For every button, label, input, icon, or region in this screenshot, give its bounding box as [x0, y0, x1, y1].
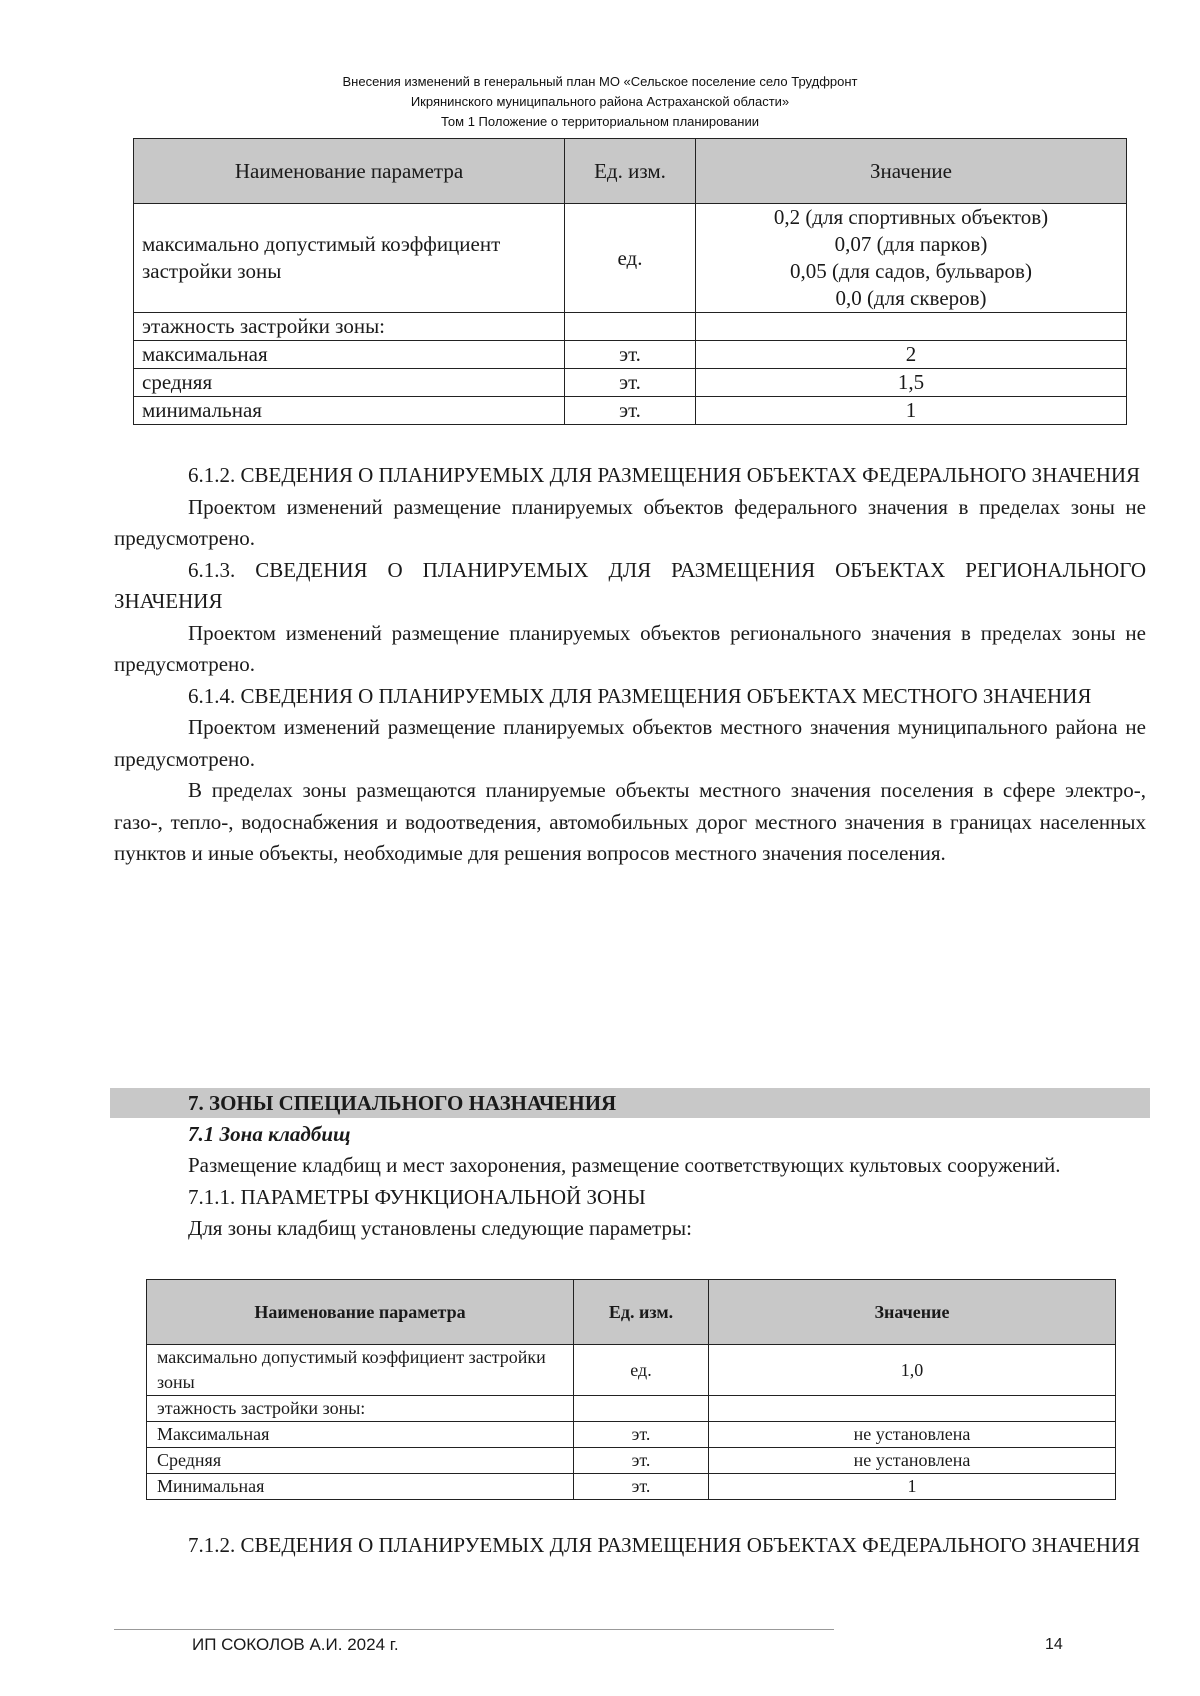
- cell-value: [696, 204, 1127, 313]
- cell-value: не установлена: [709, 1422, 1116, 1448]
- header-cell-unit: Ед. изм.: [574, 1280, 709, 1345]
- cell-name: Минимальная: [147, 1474, 574, 1500]
- value-line: 0,05 (для садов, бульваров): [790, 259, 1032, 283]
- header-line-2: Икрянинского муниципального района Астраханской области»: [410, 94, 790, 109]
- cell-value: 1: [709, 1474, 1116, 1500]
- cell-value: [709, 1396, 1116, 1422]
- cell-name: максимальная: [134, 341, 565, 369]
- cell-unit: эт.: [574, 1422, 709, 1448]
- value-line: 0,2 (для спортивных объектов): [773, 205, 1049, 229]
- header-cell-unit: Ед. изм.: [565, 139, 696, 204]
- paragraph: Для зоны кладбищ установлены следующие параметры:: [188, 1216, 692, 1240]
- header-line-1: Внесения изменений в генеральный план МО «Сельское поселение село Трудфронт: [342, 74, 858, 89]
- table-row: [134, 369, 1127, 397]
- cell-value: 1,5: [696, 369, 1127, 397]
- section-7-1-subtitle: 7.1 Зона кладбищ: [188, 1122, 351, 1146]
- body-text-section-7-1-2: [114, 1530, 1146, 1562]
- cell-name: минимальная: [134, 397, 565, 425]
- cell-unit: эт.: [565, 369, 696, 397]
- paragraph: 7.1.2. СВЕДЕНИЯ О ПЛАНИРУЕМЫХ ДЛЯ РАЗМЕЩЕНИЯ ОБЪЕКТАХ ФЕДЕРАЛЬНОГО ЗНАЧЕНИЯ: [188, 1533, 1141, 1557]
- cell-unit: [574, 1396, 709, 1422]
- header-cell-value: Значение: [709, 1280, 1116, 1345]
- paragraph: Размещение кладбищ и мест захоронения, размещение соответствующих культовых сооружений.: [188, 1153, 1061, 1177]
- header-cell-name: Наименование параметра: [147, 1280, 574, 1345]
- cell-value: 1,0: [709, 1345, 1116, 1396]
- cell-unit: [565, 313, 696, 341]
- cell-unit: эт.: [574, 1448, 709, 1474]
- table-row: [147, 1422, 1116, 1448]
- cell-unit: ед.: [574, 1345, 709, 1396]
- parameters-table-1: [133, 138, 1127, 425]
- cell-name: Средняя: [147, 1448, 574, 1474]
- paragraph: 6.1.2. СВЕДЕНИЯ О ПЛАНИРУЕМЫХ ДЛЯ РАЗМЕЩЕНИЯ ОБЪЕКТАХ ФЕДЕРАЛЬНОГО ЗНАЧЕНИЯ: [188, 463, 1141, 487]
- header-cell-value: Значение: [696, 139, 1127, 204]
- cell-unit: эт.: [574, 1474, 709, 1500]
- table-row: [134, 204, 1127, 313]
- cell-name: максимально допустимый коэффициент застройки зоны: [134, 204, 565, 313]
- table-row: [134, 341, 1127, 369]
- cell-unit: эт.: [565, 397, 696, 425]
- page-number: 14: [1045, 1636, 1063, 1653]
- footer-author: ИП СОКОЛОВ А.И. 2024 г.: [192, 1635, 399, 1654]
- value-line: 0,0 (для скверов): [835, 286, 987, 310]
- header-line-3: Том 1 Положение о территориальном планировании: [441, 114, 759, 129]
- cell-name: этажность застройки зоны:: [147, 1396, 574, 1422]
- paragraph: 6.1.3. СВЕДЕНИЯ О ПЛАНИРУЕМЫХ ДЛЯ РАЗМЕЩЕНИЯ ОБЪЕКТАХ РЕГИОНАЛЬНОГО ЗНАЧЕНИЯ: [114, 557, 1146, 613]
- cell-value: [696, 313, 1127, 341]
- body-text-section-7: [114, 1150, 1146, 1245]
- table-row: [147, 1448, 1116, 1474]
- paragraph: 7.1.1. ПАРАМЕТРЫ ФУНКЦИОНАЛЬНОЙ ЗОНЫ: [188, 1184, 646, 1209]
- cell-name: Максимальная: [147, 1422, 574, 1448]
- cell-value: 1: [696, 397, 1127, 425]
- paragraph: В пределах зоны размещаются планируемые объекты местного значения поселения в сфере электро-, газо-, тепло-, водоснабжения и водоотведения, автомобильных дорог местного значения в границах населенных пунктов и иные объекты, необходимые для решения вопросов местного значения поселения.: [114, 778, 1146, 865]
- cell-name: этажность застройки зоны:: [134, 313, 565, 341]
- body-text-section-6: [114, 460, 1146, 870]
- cell-value: 2: [696, 341, 1127, 369]
- parameters-table-2: [146, 1279, 1116, 1500]
- cell-value: не установлена: [709, 1448, 1116, 1474]
- paragraph: 6.1.4. СВЕДЕНИЯ О ПЛАНИРУЕМЫХ ДЛЯ РАЗМЕЩЕНИЯ ОБЪЕКТАХ МЕСТНОГО ЗНАЧЕНИЯ: [188, 683, 1092, 708]
- table-header-row: [147, 1280, 1116, 1345]
- table-row: [134, 397, 1127, 425]
- table-row: [134, 313, 1127, 341]
- section-7-title: 7. ЗОНЫ СПЕЦИАЛЬНОГО НАЗНАЧЕНИЯ: [110, 1088, 1150, 1118]
- cell-unit: эт.: [565, 341, 696, 369]
- paragraph: Проектом изменений размещение планируемых объектов местного значения муниципального района не предусмотрено.: [114, 715, 1146, 771]
- cell-name: средняя: [134, 369, 565, 397]
- footer-divider: [114, 1629, 834, 1630]
- header-cell-name: Наименование параметра: [134, 139, 565, 204]
- paragraph: Проектом изменений размещение планируемых объектов федерального значения в пределах зоны не предусмотрено.: [114, 494, 1146, 550]
- paragraph: Проектом изменений размещение планируемых объектов регионального значения в пределах зоны не предусмотрено.: [114, 620, 1146, 676]
- page-header: [0, 72, 1200, 132]
- value-line: 0,07 (для парков): [834, 232, 988, 256]
- table-row: [147, 1396, 1116, 1422]
- table-row: [147, 1345, 1116, 1396]
- table-row: [147, 1474, 1116, 1500]
- table-header-row: [134, 139, 1127, 204]
- cell-unit: ед.: [565, 204, 696, 313]
- cell-name: максимально допустимый коэффициент застройки зоны: [147, 1345, 574, 1396]
